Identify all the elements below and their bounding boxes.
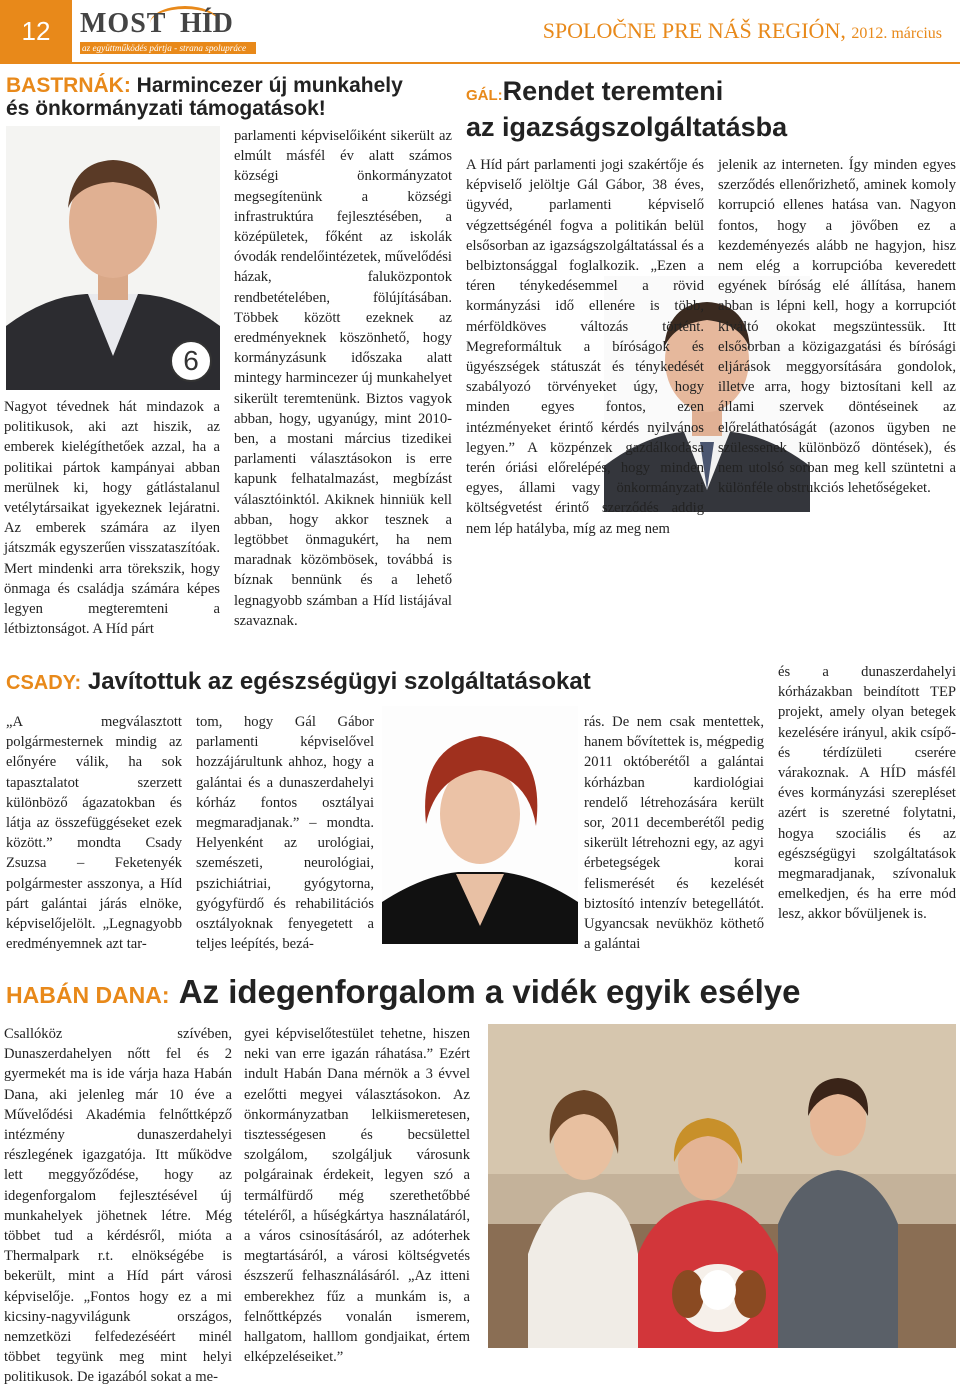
article4-tag: HABÁN DANA:: [6, 982, 170, 1008]
article1-headline: [6, 74, 446, 120]
article1-tag: BASTRNÁK:: [6, 74, 131, 97]
article2-headline: [466, 76, 956, 143]
article4-headline-text: Az idegenforgalom a vidék egyik esélye: [178, 973, 801, 1010]
article4-col1: Csallóköz szívében, Dunaszerdahelyen nőtt fel és 2 gyermekét ma is ide várja haza Habán Dana, aki jelenleg már 10 éve a Művelődési Akadémia felnőttképző intézmény dunaszerdahelyi részlegének igazgatója. Itt működve lett meggyőződése, hogy az idegenforgalom fejlesztésével új munkahelyek jöhetnek létre. Még többet tud a kérdésről, mióta a Thermalpark r.t. elnökségébe is bekerült, mint a Híd párt városi képviselője. „Fontos hogy ez a mi kicsiny-nagyvilágunk országos, nemzetközi felfedezéséért minél többet tegyünk meg mint helyi politikusok. De igazából sokat a me-: [4, 1026, 232, 1386]
logo-most-text: MOST: [80, 8, 167, 39]
article2-col1: A Híd párt parlamenti jogi szakértője és képviselő jelöltje Gál Gábor, 38 éves, ügyvéd, parlamenti képviselő végzettségénél fogva a politikán belül elsősorban az igazságszolgáltatással és a belbiztonsággal foglalkozik. „Ezen a téren ténykedésemmel a rövid kormányzási idő ellenére is több, mérföldköves változás történt. Megreformáltuk a bíróságok és ügyészségek státuszát és ténykedését szabályozó törvényeket úgy, hogy minden egyes fontos, ezen intézményeket érintő kérdés nyilvános legyen.” A közpénzek gazdálkodása terén óriási előrelépés, hogy minden egyes, állami vagy önkormányzati költségvetést érintő szerződés addig nem lép hatályba, míg az meg nem: [466, 157, 704, 537]
article4-family-photo: [488, 1024, 956, 1348]
page-number: 12: [0, 0, 72, 62]
article4-headline: [6, 972, 956, 1015]
article3-col4: és a dunaszerdahelyi kórházakban beindított TEP projekt, amely olyan betegek kezelésére irányul, akik csípő- és térdízületi cserére várakoznak. A HÍD másfél éves kormányzási szerepléset azért is szeretné folytatni, hogya szociális és az egészségügyi szolgáltatások megmaradjanak, szívonaluk emelkedjen, és ha erre mód lesz, akkor bővüljenek is.: [778, 664, 956, 923]
article3-col1: „A megválasztott polgármesternek mindig az előnyére válik, ha sok tapasztalatot szerzett különböző ágazatokban és látja az összefüggéseket ezek között.” mondta Csady Zsuzsa – Feketenyék polgármester asszonya, a Híd párt galántai járás elnöke, képviselőjelölt. „Legnagyobb eredményemnek azt tar-: [6, 714, 182, 953]
article3-headline: [6, 668, 766, 697]
number-badge: 6: [170, 340, 212, 382]
article2-col2: jelenik az interneten. Így minden egyes szerződés ellenőrizhető, aminek komoly korrupció ellenes hatása van. Nagyon fontos, hogy a jövőben ez a kezdeményezés alább ne hagyjon, hisz nem elég a korrupcióba keveredett egyének bíróság elé állítása, hanem abban is lépni kell, hogy a korrupciót kiváltó okokat megszüntessük. Itt elsősorban a közigazgatási és bírósági eljárások meggyorsítására gondolok, illetve arra, hogy biztosítani kell az állami szervek döntéseinek az előreláthatóságát (azonos ügyben ne szülessenek különböző döntések), és nem utolsó sorban meg kell szüntetni a különféle obstrukciós lehetőségeket.: [718, 157, 956, 497]
article2-headline-line2: az igazságszolgáltatásba: [466, 112, 788, 142]
section-title: [543, 18, 942, 44]
article4-col2: gyei képviselőtestület tehetne, hiszen neki van erre igazán ráhatása.” Ezért indult Habán Dana mérnök a 3 évvel ezelőtti megyei választásokon. Az önkormányzatban lelkiismeretesen, tisztességesen és becsülettel szolgálom, szolgáljuk városunk polgárainak érdekeit, legyen szó a termálfürdő még szerethetőbbé tételéről, a hűségkártya használatáról, a város csinosításáról, az adóterhek megtartásáról, a városi költségvetés észszerű felhasználásáról. „Az itteni emberekhez fűz a munkám is, a felnőttképzés vonalán ismerem, hallgatom, halllom gondjaikat, értem elképzeléseiket.”: [244, 1026, 470, 1366]
header-divider: [0, 62, 960, 64]
article3-tag: CSADY:: [6, 672, 82, 694]
most-hid-logo: [80, 6, 252, 58]
article2-tag: GÁL:: [466, 87, 503, 104]
article1-headline-line2: és önkormányzati támogatások!: [6, 97, 326, 120]
article3-col2: tom, hogy Gál Gábor parlamenti képviselővel hozzájárultunk ahhoz, hogy a galántai és a dunaszerdahelyi kórház fontos osztályai megmaradjanak.” – mondta. Helyenként az urológiai, szemészeti, neurológiai, pszichiátriai, gyógytorna, gyógyfürdő és rehabilitációs osztályoknak fenyegetett a teljes leépítés, bezá-: [196, 714, 374, 953]
article3-col3: rás. De nem csak mentettek, hanem bővítettek is, mégpedig 2011 októberétől a galántai kórházban kardiológiai rendelő létrehozására került sor, 2011 decemberétől pedig sikerült létrehozni egy, az agyi érbetegségek korai felismerését és kezelését biztosító intenzív betegellátót. Ugyancsak nevükhöz köthető a galántai: [584, 714, 764, 953]
logo-subtitle: az együttműködés pártja - strana spolupráce: [80, 42, 256, 54]
section-date: 2012. március: [851, 25, 942, 42]
article1-col2: parlamenti képviselőiként sikerült az elmúlt másfél év alatt számos községi önkormányzatot megsegítenünk a községi infrastruktúra fejlesztésében, a középületek, főként az iskolák óvodák rendelőintézetek, művelődési házak, faluközpontok rendbetételében, fölújításában. Többek között ezeknek az eredményeknek köszönhető, hogy kormányzásunk időszaka alatt mintegy harmincezer új munkahelyet sikerült teremtenünk. Biztos vagyok abban, hogy, ugyanúgy, mint 2010-ben, a mostani március tizedikei parlamenti választásokon is erre kapunk felhatalmazást, megbízást választóinktól. Akiknek hinniük kell abban, hogy akkor tesznek a legtöbbet önmagukért, ha nem maradnak közömbösek, továbbá is bíznak bennünk és a lehető legnagyobb számban a Híd listájával szavaznak.: [234, 128, 452, 629]
article3-portrait-photo: [382, 706, 578, 944]
article3-headline-text: Javítottuk az egészségügyi szolgáltatásokat: [87, 668, 591, 695]
logo-hid-text: HÍD: [180, 8, 233, 39]
article1-portrait-photo: [6, 126, 220, 390]
article2-headline-line1: Rendet teremteni: [502, 76, 724, 106]
article1-headline-line1: Harmincezer új munkahely: [136, 74, 403, 97]
section-title-text: SPOLOČNE PRE NÁŠ REGIÓN,: [542, 18, 846, 43]
article1-col1: Nagyot tévednek hát mindazok a politikusok, aki azt hiszik, az emberek kielégíthetőek azzal, ha a politikai pártok kampányai abban merülnek ki, hogy gátlástalanul vetélytársaikat igyekeznek lejáratni. Az emberek számára az ilyen játszmák egyszerűen visszataszítóak. Mert mindenki arra törekszik, hogy önmaga és családja számára képes legyen megteremteni a létbiztonságot. A Híd párt: [4, 399, 220, 638]
